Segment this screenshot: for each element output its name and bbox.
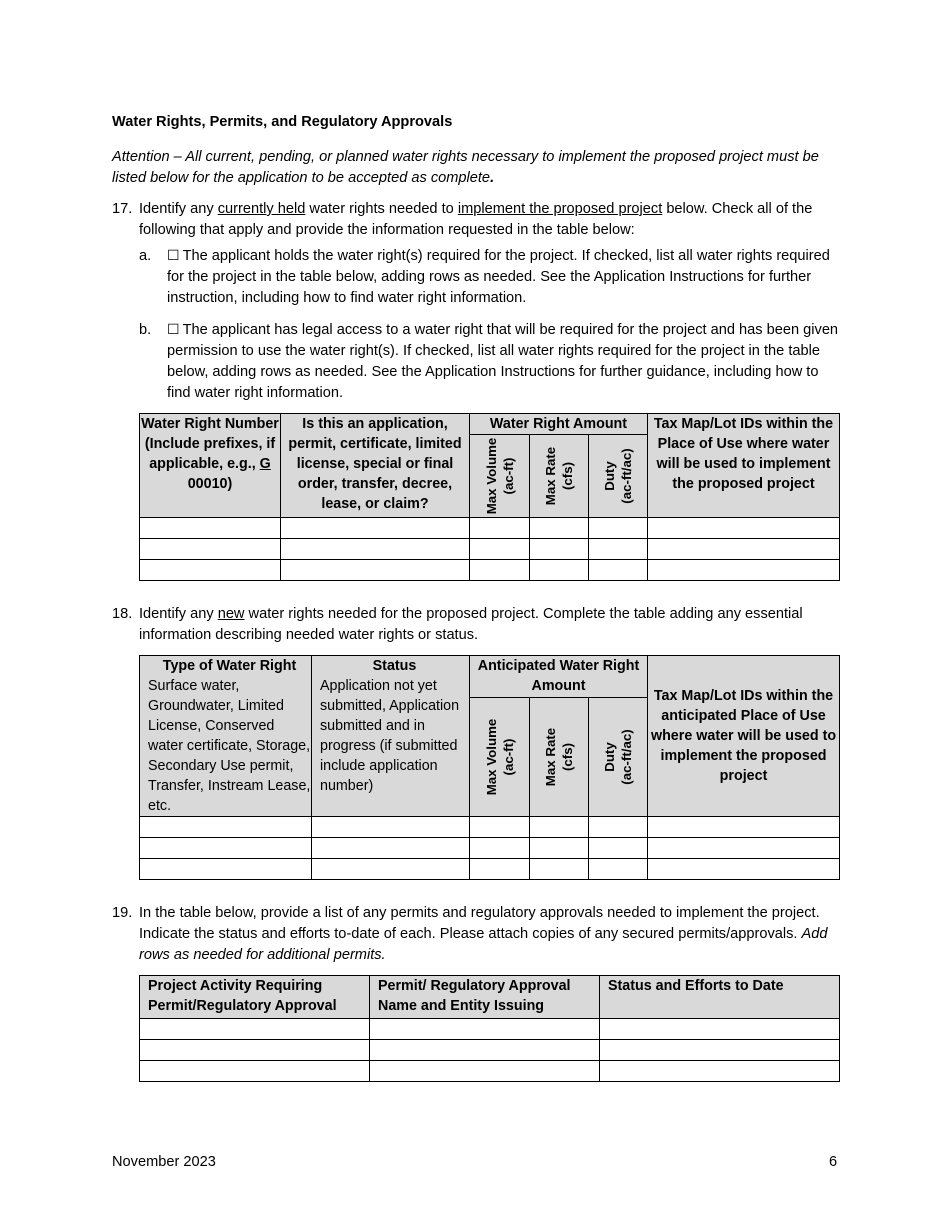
- table-cell[interactable]: [648, 539, 840, 560]
- table-cell[interactable]: [140, 539, 281, 560]
- table-row: [140, 1040, 840, 1061]
- table-cell[interactable]: [648, 817, 840, 838]
- q17-number: 17.: [112, 201, 133, 217]
- col-max-rate: [530, 698, 589, 817]
- table-row: [140, 859, 840, 880]
- q19-italic-note: Add rows as needed for additional permits.: [139, 926, 828, 963]
- table-cell[interactable]: [312, 859, 470, 880]
- attention-text: Attention – All current, pending, or planned water rights necessary to implement the proposed project must be listed below for the application to be accepted as complete: [112, 149, 819, 186]
- table-cell[interactable]: [600, 1040, 840, 1061]
- table-cell[interactable]: [140, 1061, 370, 1082]
- col-group-anticipated-amount: Anticipated Water Right Amount: [470, 656, 648, 698]
- table-row: [140, 518, 840, 539]
- col-status-title: Status: [372, 658, 417, 674]
- section-heading: Water Rights, Permits, and Regulatory Approvals: [112, 114, 453, 130]
- table-row: [140, 1019, 840, 1040]
- col-type-description: Surface water, Groundwater, Limited License, Conserved water certificate, Storage, Secondary Use permit, Transfer, Instream Lease, etc.: [148, 678, 311, 814]
- col-max-rate: [530, 435, 589, 518]
- col-max-rate-label: Max Rate: [543, 727, 558, 787]
- table-cell[interactable]: [530, 838, 589, 859]
- q19-number: 19.: [112, 905, 133, 921]
- q18-text-part: water rights needed for the proposed project. Complete the table adding any essential information describing needed water rights or status.: [139, 606, 803, 643]
- table-cell[interactable]: [589, 817, 648, 838]
- table-cell[interactable]: [370, 1040, 600, 1061]
- q17-option-b: [167, 320, 839, 404]
- table-cell[interactable]: [530, 518, 589, 539]
- col-duty-label: Duty: [602, 461, 617, 491]
- attention-note: [112, 147, 832, 189]
- page-number: 6: [829, 1154, 838, 1170]
- table-cell[interactable]: [312, 838, 470, 859]
- table-cell[interactable]: [312, 817, 470, 838]
- col-max-rate-label: Max Rate: [543, 446, 558, 506]
- q18-underlined-new: new: [217, 606, 245, 622]
- table-cell[interactable]: [648, 560, 840, 581]
- col-max-volume-unit: (ac-ft): [500, 457, 516, 495]
- q19-text: [139, 903, 839, 966]
- col-right-type: Is this an application, permit, certificate, limited license, special or final order, transfer, decree, lease, or claim?: [281, 414, 470, 518]
- col-duty-label: Duty: [602, 742, 617, 772]
- col-duty: [589, 435, 648, 518]
- col-tax-map-lot-ids: Tax Map/Lot IDs within the anticipated Place of Use where water will be used to implement the proposed project: [648, 656, 840, 817]
- col-max-rate-unit: (cfs): [560, 461, 575, 491]
- q19-text-part: In the table below, provide a list of any permits and regulatory approvals needed to implement the project. Indicate the status and efforts to-date of each. Please attach copies of any secured permits/approvals.: [139, 905, 820, 942]
- col-duty-unit: (ac-ft/ac): [619, 729, 634, 785]
- q18-text: [139, 604, 839, 646]
- col-max-rate-unit: (cfs): [560, 742, 575, 772]
- col-group-water-right-amount: Water Right Amount: [470, 414, 648, 435]
- col-max-volume-unit: (ac-ft): [500, 738, 516, 776]
- col-status-description: Application not yet submitted, Application submitted and in progress (if submitted include application number): [320, 678, 460, 794]
- table-cell[interactable]: [281, 539, 470, 560]
- table-cell[interactable]: [370, 1061, 600, 1082]
- table-cell[interactable]: [140, 838, 312, 859]
- table-cell[interactable]: [140, 560, 281, 581]
- table-cell[interactable]: [140, 518, 281, 539]
- footer-date: November 2023: [112, 1154, 216, 1170]
- table-cell[interactable]: [530, 817, 589, 838]
- col-project-activity: Project Activity Requiring Permit/Regulatory Approval: [140, 976, 370, 1019]
- q17-underlined-currently-held: currently held: [217, 201, 306, 217]
- checkbox-b[interactable]: ☐: [167, 322, 180, 338]
- table-row: [140, 1061, 840, 1082]
- q17-underlined-implement: implement the proposed project: [457, 201, 663, 217]
- q17-text-part: water rights needed to: [305, 201, 458, 217]
- col-max-volume-label: Max Volume: [483, 718, 499, 796]
- col-status-efforts: Status and Efforts to Date: [600, 976, 840, 1019]
- table-row: [140, 539, 840, 560]
- table-cell[interactable]: [589, 518, 648, 539]
- table-cell[interactable]: [470, 560, 530, 581]
- col-label-part: Water Right Number (Include prefixes, if applicable, e.g.,: [141, 416, 279, 472]
- col-max-volume: [470, 435, 530, 518]
- table-permits-approvals: [139, 975, 840, 1082]
- q17-text-part: below. Check all of the following that apply and provide the information requested in the table below:: [139, 201, 813, 238]
- col-label-underlined: G: [259, 456, 271, 472]
- table-cell[interactable]: [140, 1019, 370, 1040]
- col-tax-map-lot-ids: Tax Map/Lot IDs within the Place of Use where water will be used to implement the proposed project: [648, 414, 840, 518]
- table-cell[interactable]: [589, 859, 648, 880]
- table-cell[interactable]: [281, 560, 470, 581]
- table-cell[interactable]: [600, 1019, 840, 1040]
- table-row: [140, 817, 840, 838]
- col-duty-unit: (ac-ft/ac): [619, 448, 634, 504]
- checkbox-a[interactable]: ☐: [167, 248, 180, 264]
- q17-option-a-text: The applicant holds the water right(s) required for the project. If checked, list all water rights required for the project in the table below, adding rows as needed. See the Application Instructions for further instruction, including how to find water right information.: [167, 248, 830, 306]
- table-new-water-rights: [139, 655, 840, 880]
- attention-period: .: [490, 170, 495, 186]
- q17-option-b-text: The applicant has legal access to a water right that will be required for the project and has been given permission to use the water right(s). If checked, list all water rights required for the project in the table below, adding rows as needed. See the Application Instructions for further guidance, including how to find water right information.: [167, 322, 839, 401]
- table-cell[interactable]: [648, 838, 840, 859]
- table-cell[interactable]: [470, 838, 530, 859]
- table-cell[interactable]: [600, 1061, 840, 1082]
- table-cell[interactable]: [648, 518, 840, 539]
- table-cell[interactable]: [370, 1019, 600, 1040]
- col-type-title: Type of Water Right: [162, 658, 297, 674]
- q17-option-a-letter: a.: [139, 248, 152, 264]
- col-type-of-water-right: [140, 656, 312, 817]
- q18-number: 18.: [112, 606, 133, 622]
- col-permit-name-entity: Permit/ Regulatory Approval Name and Entity Issuing: [370, 976, 600, 1019]
- table-row: [140, 560, 840, 581]
- q17-text: [139, 199, 839, 241]
- table-cell[interactable]: [589, 539, 648, 560]
- table-cell[interactable]: [140, 817, 312, 838]
- table-current-water-rights: [139, 413, 840, 581]
- table-cell[interactable]: [470, 518, 530, 539]
- q17-text-part: Identify any: [139, 201, 218, 217]
- table-cell[interactable]: [648, 859, 840, 880]
- table-cell[interactable]: [281, 518, 470, 539]
- table-cell[interactable]: [530, 560, 589, 581]
- col-label-part: 00010): [187, 476, 233, 492]
- table-cell[interactable]: [470, 859, 530, 880]
- table-cell[interactable]: [589, 838, 648, 859]
- table-cell[interactable]: [140, 859, 312, 880]
- table-row: [140, 838, 840, 859]
- table-cell[interactable]: [470, 817, 530, 838]
- col-status: [312, 656, 470, 817]
- col-max-volume: [470, 698, 530, 817]
- table-cell[interactable]: [470, 539, 530, 560]
- q17-option-b-letter: b.: [139, 322, 152, 338]
- q17-option-a: [167, 246, 839, 309]
- table-cell[interactable]: [140, 1040, 370, 1061]
- col-water-right-number: [140, 414, 281, 518]
- table-cell[interactable]: [589, 560, 648, 581]
- table-cell[interactable]: [530, 539, 589, 560]
- col-max-volume-label: Max Volume: [483, 437, 499, 515]
- q18-text-part: Identify any: [139, 606, 218, 622]
- table-cell[interactable]: [530, 859, 589, 880]
- col-duty: [589, 698, 648, 817]
